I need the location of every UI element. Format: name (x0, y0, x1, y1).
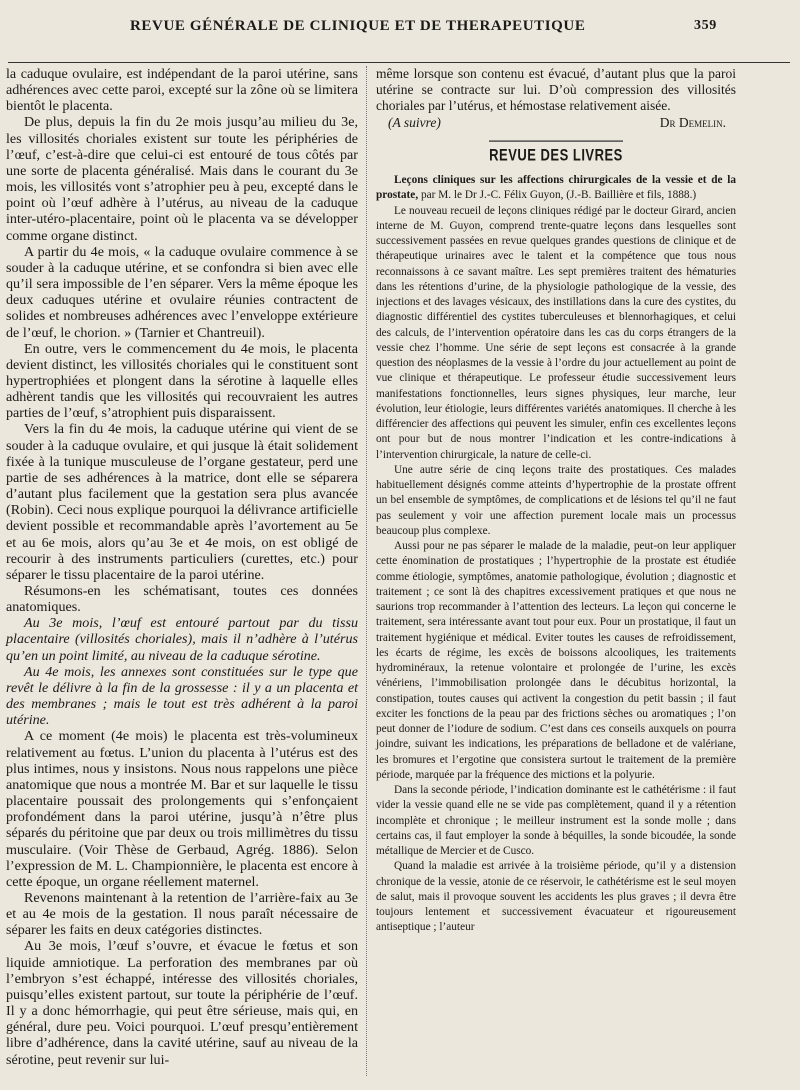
review-paragraph: Aussi pour ne pas séparer le malade de la maladie, peut-on leur appliquer cette énomination de prostatiques ; l’hypertrophie de la prostate est étudiée comme étiologie, symptômes, anatomie pathologique, évolution ; diagnostic et traitement ; ce sont là des chapitres excessivement pratiques et que nous ne saurions trop recommander à l’attention des lecteurs. La leçon qui concerne le traitement, sera intéressante avant tout pour eux. Pour un prostatique, il faut un traitement hygiénique et médical. Eviter toutes les causes de refroidissement, les écarts de régime, les excès de boissons alcooliques, les traitements hydrominéraux, la retenue volontaire et prolongée de l’urine, les excès vénériens, l’immobilisation prolongée dans le décubitus horizontal, la constipation, toutes causes qui activent la congestion du petit bassin ; il faut exciter les fonctions de la peau par des frictions sèches ou aromatiques ; l’on peut donner de l’iodure de sodium. C’est dans ces conseils auxquels on pourra joindre, suivant les indications, les préparations de belladone et de valériane, les bromures et l’ergotine que consistera surtout le traitement de la première période, marquée par la fréquence des mictions et la polyurie. (376, 540, 736, 781)
review-paragraph: Une autre série de cinq leçons traite des prostatiques. Ces malades habituellement désignés comme atteints d’hypertrophie de la prostate offrent un bel ensemble de symptômes, de complications et de lésions tel qu’il ne faut pas seulement y voir une affection purement locale mais un processus beaucoup plus complexe. (376, 463, 736, 537)
running-header (0, 14, 800, 40)
review-paragraph: Le nouveau recueil de leçons cliniques rédigé par le docteur Girard, ancien interne de M. Guyon, comprend trente-quatre leçons dans lesquelles sont successivement passées en revue quelques grandes questions de clinique et de thérapeutique urinaires avec le talent et la compétence que tous nous reconnaissons à ce savant maître. Les sept premières traitent des hématuries dans les rétentions d’urine, de la physiologie pathologique de la vessie, des injections et des lavages vésicaux, des instillations dans la cure des cystites, du diagnostic différentiel des cystites tuberculeuses et blennorhagiques, et celui des calculs, de l’intervention opératoire dans les cas du corps étrangers de la vessie chez l’homme. Une série de sept leçons est consacrée à la grande question des néoplasmes de la vessie à l’ordre du jour actuellement au point de vue clinique et thérapeutique. Le professeur étudie successivement leurs manifestations fonctionnelles, leurs signes physiques, leur marche, leur évolution, leur étiologie, leurs différentes variétés anatomiques. Il cherche à les différencier des affections qui peuvent les simuler, enfin ces excellentes leçons ont pour but de nous montrer l’indication et les contre-indications à l’intervention chirurgicale, la nature de celle-ci. (376, 204, 736, 461)
review-paragraph: Dans la seconde période, l’indication dominante est le cathétérisme : il faut vider la vessie quand elle ne se vide pas complètement, quand il y a rétention incomplète et chronique ; le meilleur instrument est la sonde molle ; dans certains cas, il faut employer la sonde à béquilles, la sonde bicoudée, la sonde métallique de Mercier et de Cusco. (376, 784, 736, 858)
paragraph: Résumons-en les schématisant, toutes ces données anatomiques. (6, 583, 358, 616)
article-author: Dr Demelin. (659, 114, 726, 130)
section-heading (376, 143, 736, 163)
review-paragraph: Quand la maladie est arrivée à la troisième période, qu’il y a distension chronique de la vessie, atonie de ce réservoir, le cathétérisme est le seul moyen de salut, mais il provoque souvent les accidents les plus graves ; il devra être toujours lentement et successivement évacuateur et rigoureusement antiseptique ; l’auteur (376, 860, 736, 934)
page-number: 359 (694, 18, 717, 33)
right-column (376, 66, 736, 936)
paragraph: Vers la fin du 4e mois, la caduque utérine qui vient de se souder à la caduque ovulaire, et qui jusque là était solidement fixée à la tunique musculeuse de l’organe gestateur, perd une partie de ses adhérences à la matrice, dont elle se séparera d’autant plus facilement que la gestation sera plus avancée (Robin). Ceci nous explique pourquoi la délivrance artificielle devient possible et recommandable après l’avortement au 5e et au 6e mois, alors qu’au 3e et 4e mois, on est obligé de recourir à des instruments particuliers (curettes, etc.) pour séparer le tissu placentaire de la paroi utérine. (6, 421, 358, 583)
book-review (376, 173, 736, 936)
column-divider (366, 66, 367, 1076)
summary-italic-1: Au 3e mois, l’œuf est entouré partout par du tissu placentaire (villosités choriales), mais il n’adhère à l’utérus qu’en un point limité, au niveau de la caduque sérotine. (6, 615, 358, 664)
summary-italic-2: Au 4e mois, les annexes sont constituées sur le type que revêt le délivre à la fin de la grossesse : il y a un placenta et des membranes ; mais le tout est très adhérent à la paroi utérine. (6, 663, 358, 729)
paragraph: De plus, depuis la fin du 2e mois jusqu’au milieu du 3e, les villosités choriales existent sur toute les périphéries de l’œuf, c’est-à-dire que celui-ci est entouré de tous côtés par une sorte de placenta généralisé. Mais dans le courant du 3e mois, les villosités vont s’atrophier peu à peu, excepté dans le point où l’œuf adhère à l’utérus, au niveau de la caduque inter-utéro-placentaire, point où le placenta va se développer comme organe distinct. (6, 114, 358, 244)
book-reference (376, 173, 736, 204)
paragraph: la caduque ovulaire, est indépendant de la paroi utérine, sans adhérences avec cette paroi, excepté sur la zône où se limitera bientôt le placenta. (6, 66, 358, 115)
paragraph: A partir du 4e mois, « la caduque ovulaire commence à se souder à la caduque utérine, et se confondra si bien avec elle qu’il sera impossible de l’en séparer. Vers la même époque les deux caduques utérine et ovulaire réunies contractent de solides et nombreuses adhérences avec l’enveloppe extérieure de l’œuf, le chorion. » (Tarnier et Chantreuil). (6, 243, 358, 341)
section-heading-text: REVUE DES LIVRES (489, 140, 623, 165)
to-follow-note: (A suivre) (388, 114, 441, 130)
paragraph: A ce moment (4e mois) le placenta est très-volumineux relativement au fœtus. L’union du placenta à l’utérus est des plus intimes, nous y insistons. Nous nous rappelons une pièce anatomique que nous a montrée M. Bar et sur laquelle le tissu placentaire poussait des prolongements qui s’enfonçaient profondément dans la paroi utérine, jusqu’à n’être plus séparés du péritoine que par deux ou trois millimètres du tissu musculaire. (Voir Thèse de Gerbaud, Agrég. 1886). Selon l’expression de M. L. Championnière, le placenta est encore à cette époque, un organe réellement maternel. (6, 728, 358, 890)
running-title: REVUE GÉNÉRALE DE CLINIQUE ET DE THERAPEUTIQUE (130, 18, 586, 34)
article-continuation: même lorsque son contenu est évacué, d’autant plus que la paroi utérine se contracte sur lui. D’où compression des villosités choriales par l’utérus, et hémostase relativement aisée. (376, 66, 736, 114)
paragraph: En outre, vers le commencement du 4e mois, le placenta devient distinct, les villosités choriales qui le constituent sont hypertrophiées et plongent dans la sérotine à laquelle elles adhèrent tandis que les villosités qui recouvraient les autres parties de l’œuf, s’atrophient puis disparaissent. (6, 340, 358, 422)
book-author: par M. le Dr J.-C. Félix Guyon, (418, 189, 564, 202)
paragraph: Au 3e mois, l’œuf s’ouvre, et évacue le fœtus et son liquide amniotique. La perforation des membranes par où l’embryon s’est échappé, intéresse des villosités choriales, puisqu’elles existent partout, sur toute la périphérie de l’œuf. Il y a donc hémorrhagie, qui peut être sérieuse, mais qui, en général, dure peu. Voici pourquoi. L’œuf presqu’entièrement libre d’adhérence, dans la cavité utérine, sauf au niveau de la sérotine, peut revenir sur lui- (6, 938, 358, 1068)
book-publisher: (J.-B. Baillière et fils, 1888.) (566, 189, 697, 202)
paragraph: Revenons maintenant à la retention de l’arrière-faix au 3e et au 4e mois de la gestation. Il nous paraît nécessaire de séparer les faits en deux catégories distinctes. (6, 889, 358, 939)
header-rule (8, 62, 790, 63)
article-signature (376, 115, 736, 131)
book-title: Leçons cliniques sur les affections chirurgicales de la vessie et de la prostate, (376, 174, 736, 202)
left-column (6, 66, 358, 1068)
